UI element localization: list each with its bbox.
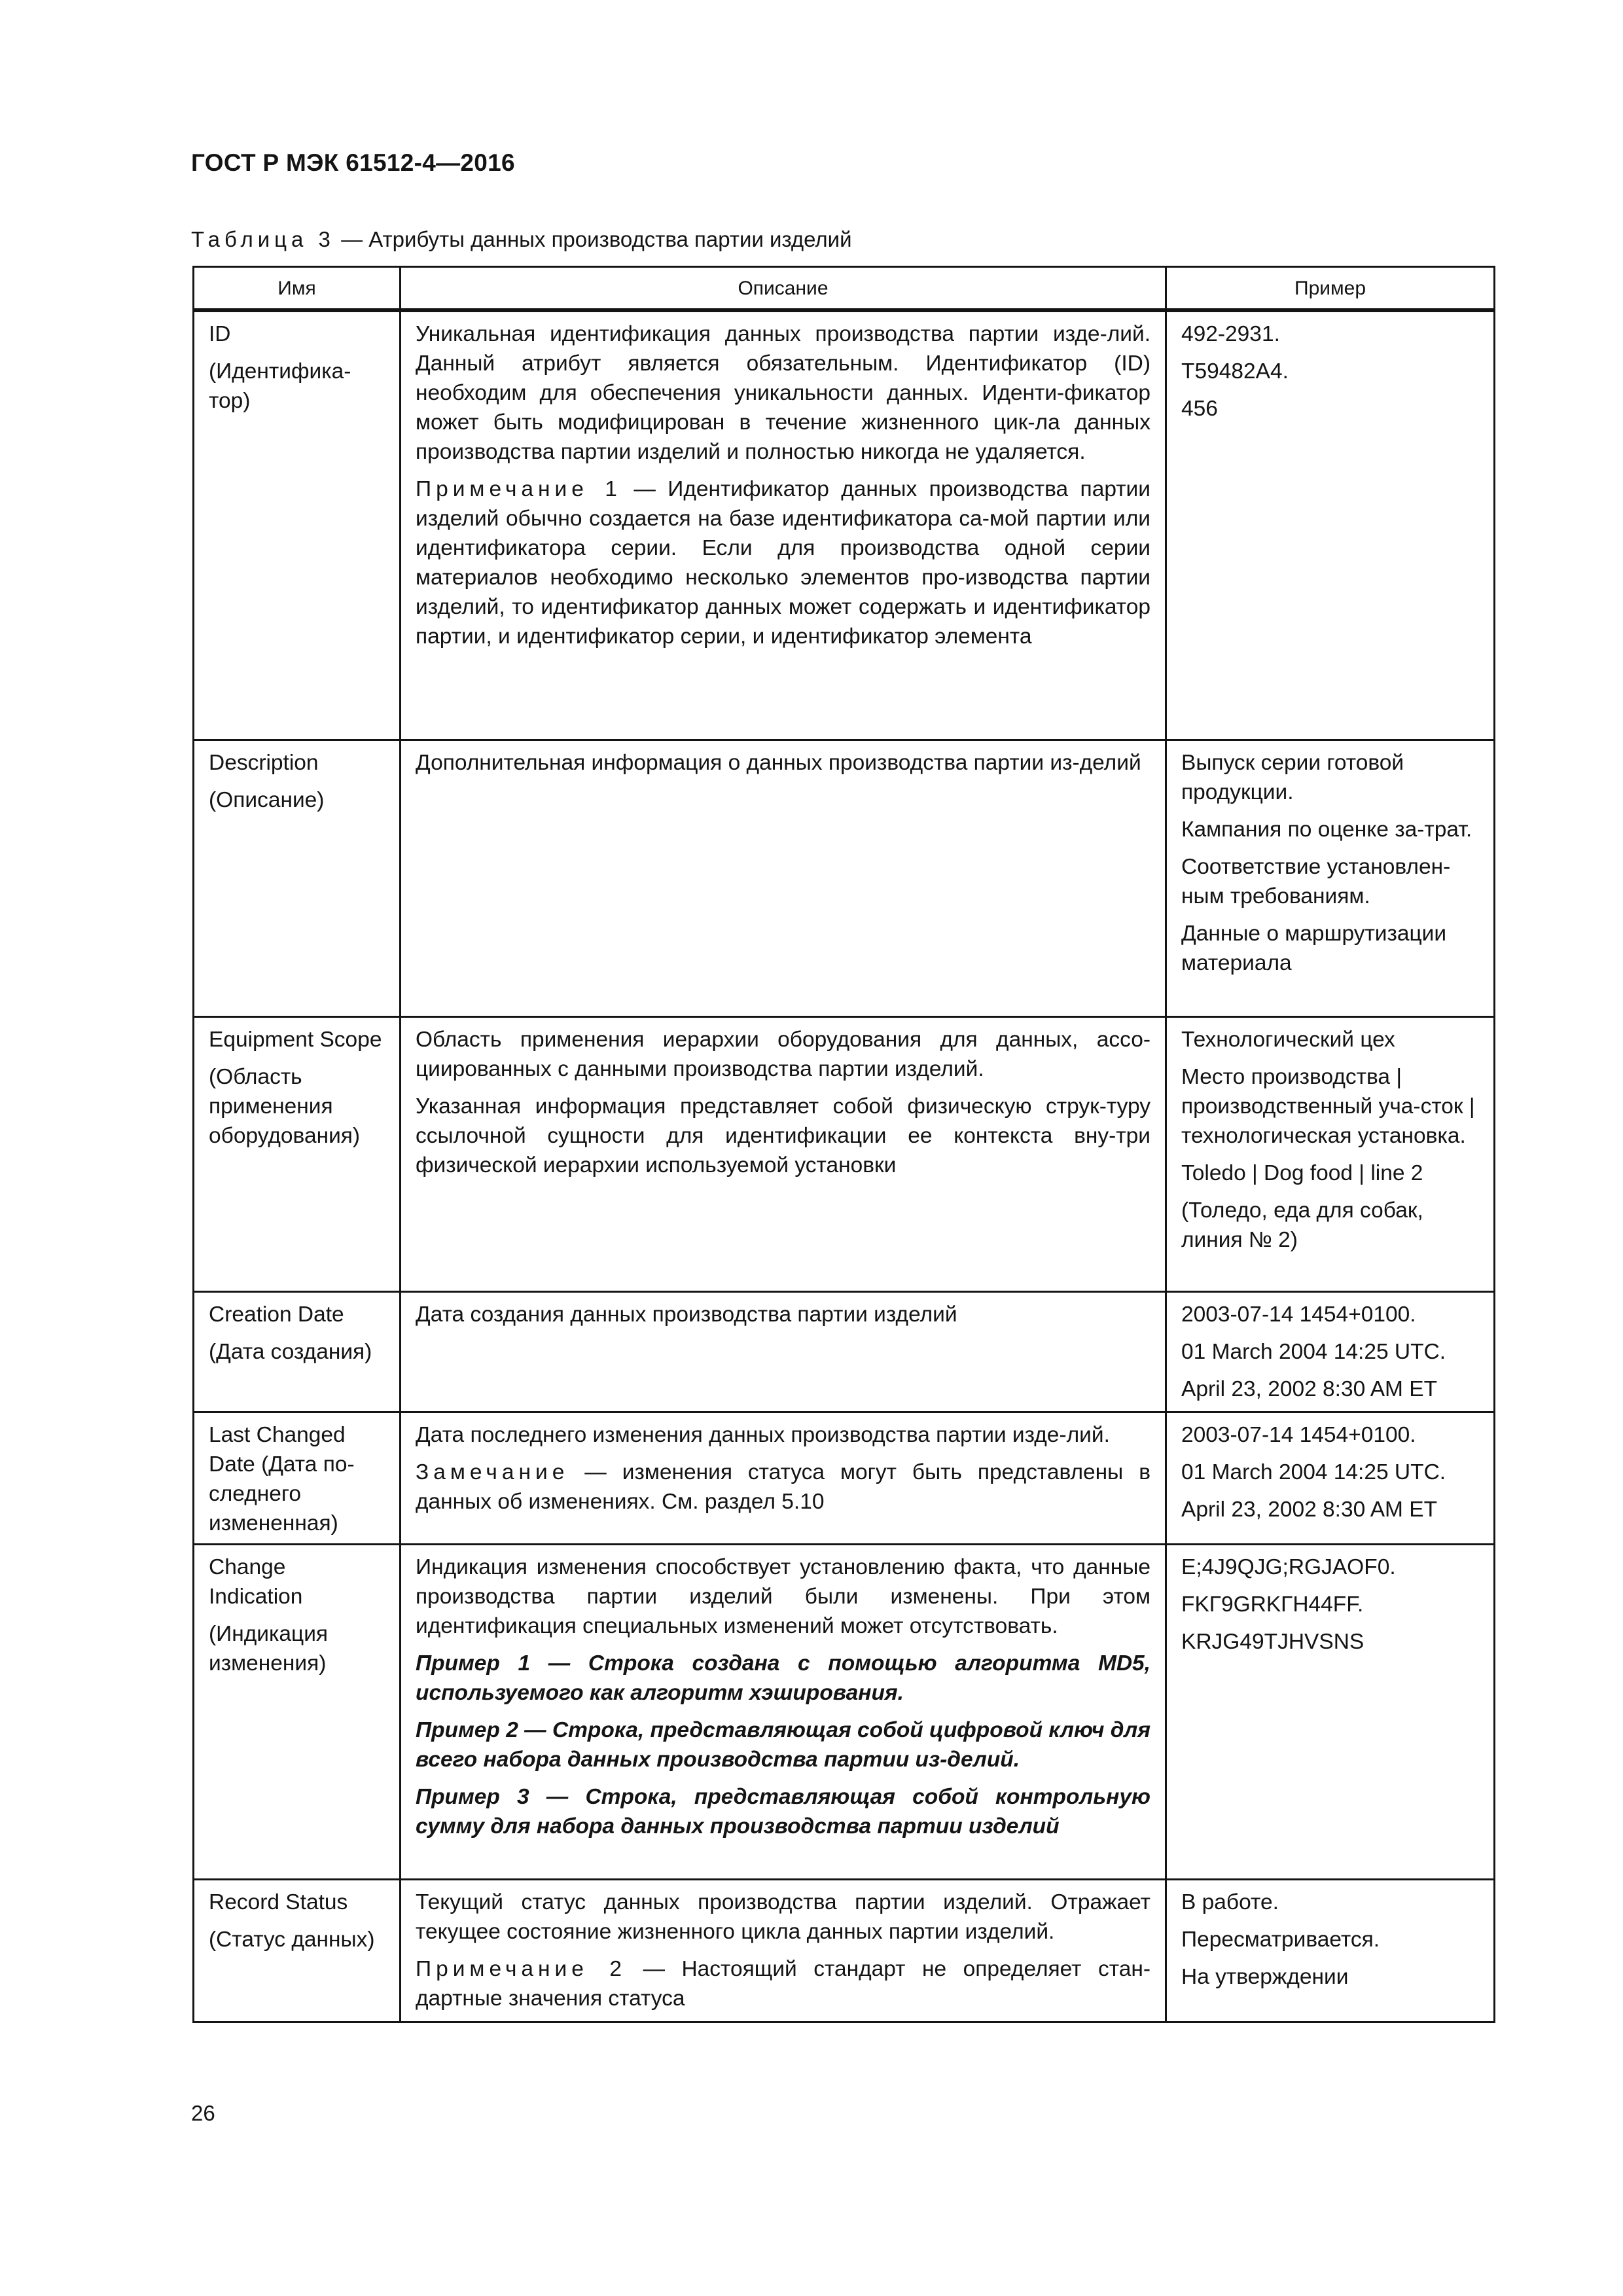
example-cell bbox=[1166, 1880, 1495, 2022]
example-value: Выпуск серии готовой продукции. bbox=[1181, 751, 1404, 804]
header-example: Пример bbox=[1166, 267, 1495, 311]
page-number: 26 bbox=[191, 2101, 215, 2125]
name-line: Change Indication bbox=[209, 1555, 303, 1609]
note-paragraph bbox=[416, 475, 1150, 651]
description-paragraph: Уникальная идентификация данных производства партии изде-лий. Данный атрибут является обязательным. Идентификатор (ID) необходим для обеспечения уникальности данных. Иденти-фикатор может быть модифицирован в течение жизненного цик-ла данных производства партии изделий и полностью никогда не удаляется. bbox=[416, 322, 1150, 464]
name-line: Record Status bbox=[209, 1890, 348, 1914]
description-cell bbox=[401, 1017, 1166, 1292]
example-value: T59482A4. bbox=[1181, 359, 1289, 384]
example-value: 2003-07-14 1454+0100. bbox=[1181, 1302, 1416, 1327]
description-paragraph: Дата создания данных производства партии изделий bbox=[416, 1302, 957, 1327]
description-cell bbox=[401, 1880, 1166, 2022]
name-line: (Дата создания) bbox=[209, 1340, 372, 1364]
example-paragraph: Пример 2 — Строка, представляющая собой цифровой ключ для всего набора данных производства партии из-делий. bbox=[416, 1718, 1150, 1772]
example-cell bbox=[1166, 1412, 1495, 1545]
table-caption bbox=[191, 227, 852, 252]
example-value: 01 March 2004 14:25 UTC. bbox=[1181, 1460, 1446, 1484]
description-paragraph: Дополнительная информация о данных производства партии из-делий bbox=[416, 751, 1141, 775]
name-cell bbox=[194, 310, 401, 740]
table-row bbox=[194, 310, 1495, 740]
table-row bbox=[194, 1545, 1495, 1880]
example-cell bbox=[1166, 1545, 1495, 1880]
description-paragraph: Область применения иерархии оборудования для данных, ассо-циированных с данными производства партии изделий. bbox=[416, 1028, 1150, 1081]
header-description: Описание bbox=[401, 267, 1166, 311]
name-cell bbox=[194, 740, 401, 1017]
description-paragraph: Текущий статус данных производства партии изделий. Отражает текущее состояние жизненного цикла данных партии изделий. bbox=[416, 1890, 1150, 1944]
name-cell bbox=[194, 1412, 401, 1545]
name-line: (Описание) bbox=[209, 788, 325, 812]
table-caption-label: Таблица 3 bbox=[191, 227, 335, 251]
example-value: Кампания по оценке за-трат. bbox=[1181, 817, 1472, 842]
description-cell bbox=[401, 310, 1166, 740]
description-cell bbox=[401, 1292, 1166, 1412]
example-value: Место производства | производственный уча-сток | технологическая установка. bbox=[1181, 1065, 1475, 1148]
example-cell bbox=[1166, 310, 1495, 740]
example-paragraph: Пример 3 — Строка, представляющая собой контрольную сумму для набора данных производства партии изделий bbox=[416, 1785, 1150, 1839]
note-paragraph bbox=[416, 1954, 1150, 2013]
example-value: Данные о маршрутизации материала bbox=[1181, 922, 1447, 975]
remark-paragraph bbox=[416, 1458, 1150, 1516]
example-value: Соответствие установлен-ным требованиям. bbox=[1181, 855, 1451, 908]
name-cell bbox=[194, 1017, 401, 1292]
name-text: (Идентифика- тор) bbox=[209, 359, 351, 413]
table-row bbox=[194, 1017, 1495, 1292]
remark-text: — изменения статуса могут быть представлены в данных об изменениях. См. раздел 5.10 bbox=[416, 1460, 1150, 1514]
example-value: 01 March 2004 14:25 UTC. bbox=[1181, 1340, 1446, 1364]
table-row bbox=[194, 1292, 1495, 1412]
name-line: ID bbox=[209, 322, 231, 346]
description-cell bbox=[401, 1412, 1166, 1545]
example-cell bbox=[1166, 1292, 1495, 1412]
name-line: Last Changed Date (Дата по-следнего измененная) bbox=[209, 1423, 355, 1535]
name-line: Description bbox=[209, 751, 319, 775]
name-line: Creation Date bbox=[209, 1302, 344, 1327]
note-label: Примечание 1 bbox=[416, 477, 622, 501]
table-header-row bbox=[194, 267, 1495, 311]
name-cell bbox=[194, 1880, 401, 2022]
table-caption-text: — Атрибуты данных производства партии изделий bbox=[334, 227, 852, 251]
name-cell bbox=[194, 1292, 401, 1412]
example-value: FKГ9GRKГH44FF. bbox=[1181, 1592, 1364, 1617]
example-value: 456 bbox=[1181, 397, 1218, 421]
name-line: (Статус данных) bbox=[209, 1928, 375, 1952]
description-paragraph: Указанная информация представляет собой физическую струк-туру ссылочной сущности для идентификации ее контекста вну-три физической иерархии используемой установки bbox=[416, 1094, 1150, 1177]
example-value: В работе. bbox=[1181, 1890, 1279, 1914]
name-line: (Индикация изменения) bbox=[209, 1622, 329, 1676]
description-cell bbox=[401, 1545, 1166, 1880]
example-cell bbox=[1166, 740, 1495, 1017]
remark-label: Замечание bbox=[416, 1460, 569, 1484]
example-value: Toledo | Dog food | line 2 bbox=[1181, 1161, 1423, 1185]
example-value: 2003-07-14 1454+0100. bbox=[1181, 1423, 1416, 1447]
name-line bbox=[209, 357, 385, 416]
description-cell bbox=[401, 740, 1166, 1017]
document-header: ГОСТ Р МЭК 61512-4—2016 bbox=[191, 149, 515, 176]
example-cell bbox=[1166, 1017, 1495, 1292]
description-paragraph: Индикация изменения способствует установлению факта, что данные производства партии изделий были изменены. При этом идентификация специальных изменений может отсутствовать. bbox=[416, 1555, 1150, 1638]
name-line: (Область применения оборудования) bbox=[209, 1065, 361, 1148]
example-value: На утверждении bbox=[1181, 1965, 1349, 1989]
example-value: Технологический цех bbox=[1181, 1028, 1395, 1052]
table-row bbox=[194, 1412, 1495, 1545]
description-paragraph: Дата последнего изменения данных производства партии изде-лий. bbox=[416, 1423, 1110, 1447]
note-text: — Настоящий стандарт не определяет стан-дартные значения статуса bbox=[416, 1957, 1150, 2011]
note-label: Примечание 2 bbox=[416, 1957, 627, 1981]
name-cell bbox=[194, 1545, 401, 1880]
attributes-table bbox=[192, 266, 1495, 2023]
note-text: — Идентификатор данных производства партии изделий обычно создается на базе идентификатора са-мой партии или идентификатора серии. Если для производства одной серии материалов необходимо несколько элементов про-изводства партии изделий, то идентификатор данных может содержать и идентификатор партии, и идентификатор серии, и идентификатор элемента bbox=[416, 477, 1150, 649]
table-row bbox=[194, 740, 1495, 1017]
example-value: April 23, 2002 8:30 AM ET bbox=[1181, 1498, 1438, 1522]
example-value: KRJG49TJHVSNS bbox=[1181, 1630, 1364, 1654]
table-row bbox=[194, 1880, 1495, 2022]
header-name: Имя bbox=[194, 267, 401, 311]
example-value: (Толедо, еда для собак, линия № 2) bbox=[1181, 1198, 1423, 1252]
example-value: Пересматривается. bbox=[1181, 1928, 1380, 1952]
name-line: Equipment Scope bbox=[209, 1028, 382, 1052]
example-paragraph: Пример 1 — Строка создана с помощью алгоритма MD5, используемого как алгоритм хэширования. bbox=[416, 1651, 1150, 1705]
example-value: April 23, 2002 8:30 AM ET bbox=[1181, 1377, 1438, 1401]
example-value: E;4J9QJG;RGJAOF0. bbox=[1181, 1555, 1396, 1579]
example-value: 492-2931. bbox=[1181, 322, 1280, 346]
